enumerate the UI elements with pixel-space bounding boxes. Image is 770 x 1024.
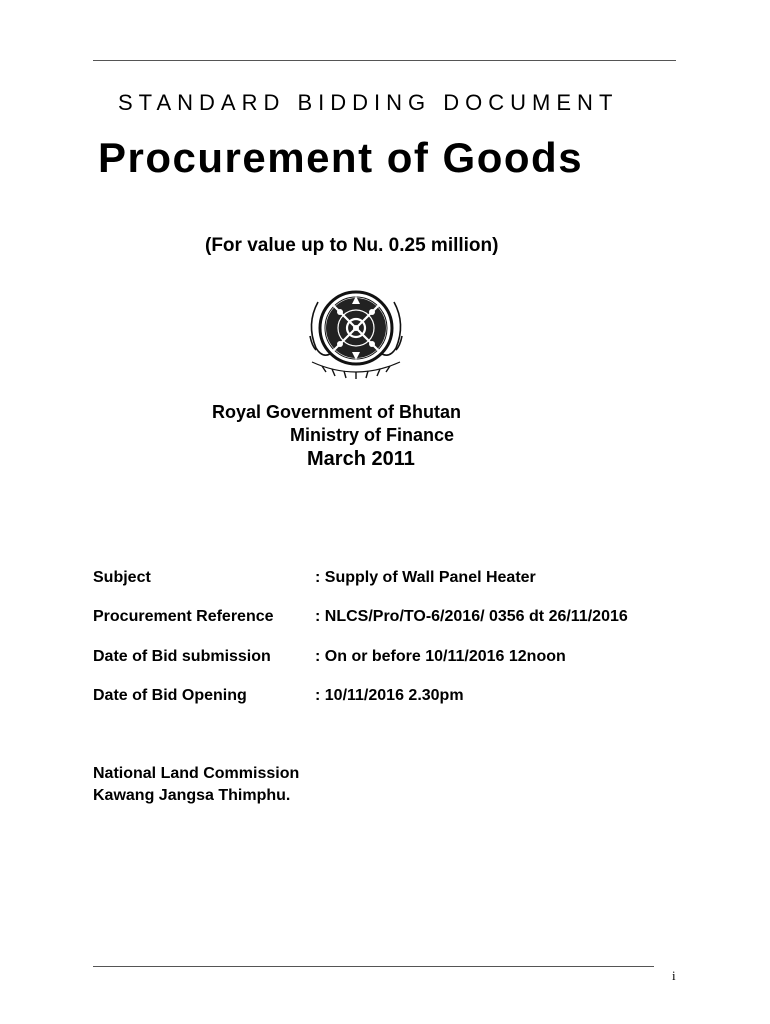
detail-label-opening: Date of Bid Opening — [93, 687, 247, 704]
national-emblem-icon — [302, 290, 410, 380]
detail-value-reference: : NLCS/Pro/TO-6/2016/ 0356 dt 26/11/2016 — [315, 608, 628, 625]
document-kicker: STANDARD BIDDING DOCUMENT — [118, 90, 619, 115]
issuer-name: National Land Commission — [93, 765, 300, 782]
issuing-ministry: Ministry of Finance — [290, 425, 455, 445]
document-title: Procurement of Goods — [98, 134, 584, 181]
document-date: March 2011 — [307, 448, 415, 470]
document-subtitle: (For value up to Nu. 0.25 million) — [205, 235, 499, 256]
issuer-address: Kawang Jangsa Thimphu. — [93, 787, 291, 804]
detail-value-submission: : On or before 10/11/2016 12noon — [315, 648, 566, 665]
detail-label-reference: Procurement Reference — [93, 608, 274, 625]
issuing-government: Royal Government of Bhutan — [212, 402, 462, 422]
detail-label-submission: Date of Bid submission — [93, 648, 271, 665]
bottom-divider — [93, 966, 654, 967]
page-number: i — [672, 968, 676, 983]
detail-value-subject: : Supply of Wall Panel Heater — [315, 569, 536, 586]
top-divider — [93, 60, 676, 61]
detail-value-opening: : 10/11/2016 2.30pm — [315, 687, 464, 704]
detail-label-subject: Subject — [93, 569, 151, 586]
